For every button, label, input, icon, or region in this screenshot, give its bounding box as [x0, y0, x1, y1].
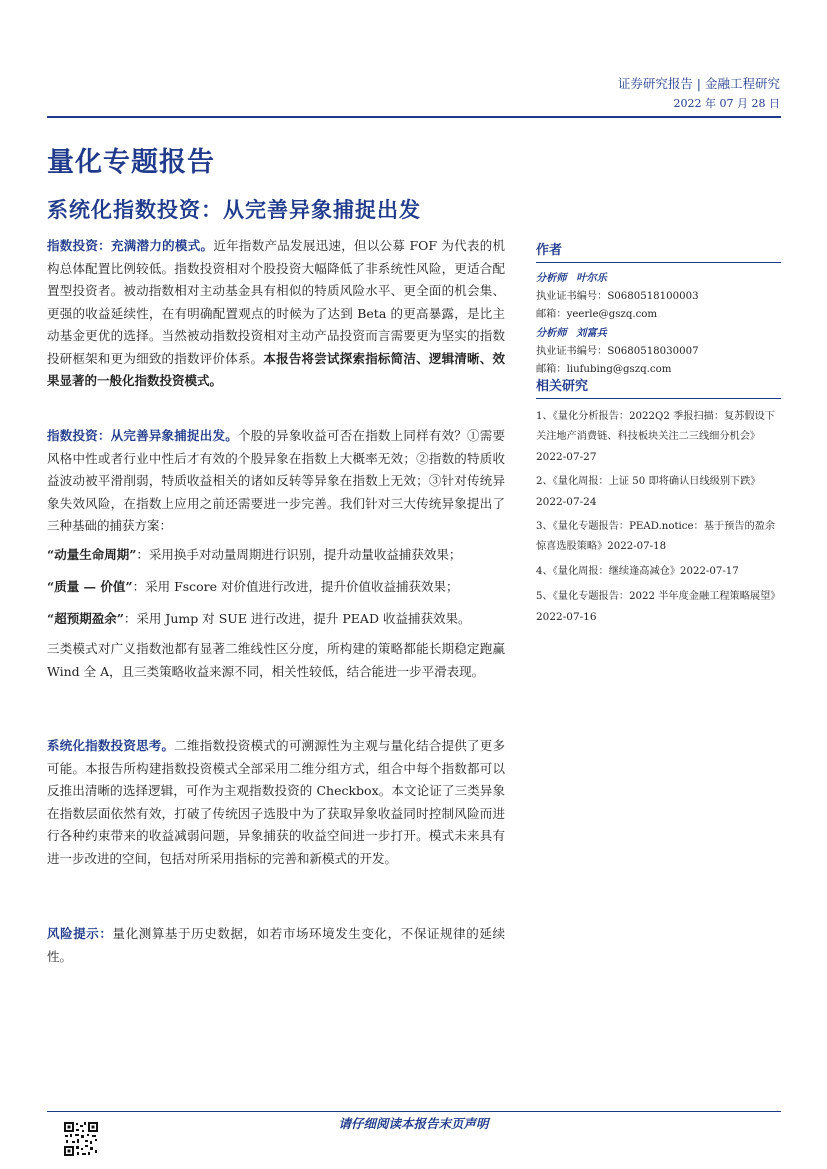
- author-role: 分析师: [536, 327, 567, 339]
- section-body: 个股的异象收益可否在指数上同样有效？①需要风格中性或者行业中性后才有效的个股异象在指数上大概率无效；②指数的特质收益波动被平滑削弱，特质收益相关的诸如反转等异象在指数上无效；③针对传统异象失效风险，在指数上应用之前还需要进一步完善。我们针对三大传统异象提出了三种基础的捕获方案：: [47, 428, 505, 533]
- section-lead: 系统化指数投资思考。: [47, 738, 175, 753]
- bullet-earnings-surprise: [47, 608, 505, 631]
- related-item[interactable]: 2、《量化周报：上证 50 即将确认日线级别下跌》 2022-07-24: [536, 476, 761, 508]
- author-entry: [536, 271, 781, 322]
- section-anomaly-capture: [47, 425, 505, 538]
- author-entry: [536, 326, 781, 377]
- footer-divider: [47, 1111, 781, 1112]
- author-name: 刘富兵: [576, 327, 607, 339]
- author-name: 叶尔乐: [576, 272, 607, 284]
- bullet-name: “超预期盈余”: [47, 611, 124, 626]
- author-email[interactable]: liufubing@gszq.com: [566, 364, 672, 375]
- section-lead: 指数投资：从完善异象捕捉出发。: [47, 428, 238, 443]
- footer-disclaimer: 请仔细阅读本报告末页声明: [338, 1116, 489, 1131]
- qr-code-icon: [63, 1121, 99, 1157]
- related-item[interactable]: 4、《量化周报：继续逢高减仓》2022-07-17: [536, 566, 739, 577]
- bullet-name: “动量生命周期”: [47, 547, 137, 562]
- report-type: 证券研究报告 | 金融工程研究: [617, 76, 780, 91]
- bullet-text: ：采用换手对动量周期进行识别，提升动量收益捕获效果；: [136, 547, 462, 562]
- cert-label: 执业证书编号：: [536, 291, 608, 302]
- section-tail: 本报告将尝试探索指标简洁、逻辑清晰、效果显著的一般化指数投资模式。: [47, 350, 505, 388]
- related-item[interactable]: 1、《量化分析报告：2022Q2 季报扫描：复苏假设下关注地产消费链、科技板块关注二三线细分机会》 2022-07-27: [536, 411, 775, 463]
- section-body: 量化测算基于历史数据，如若市场环境发生变化，不保证规律的延续性。: [47, 926, 505, 964]
- bullet-name: “质量 — 价值”: [47, 579, 133, 594]
- authors-panel: [536, 239, 781, 377]
- related-item[interactable]: 3、《量化专题报告：PEAD.notice：基于预告的盈余惊喜选股策略》2022-07-18: [536, 521, 776, 552]
- bullet-momentum: [47, 544, 505, 567]
- section-systematic-thinking: [47, 735, 505, 870]
- related-divider: [536, 398, 781, 399]
- related-heading: 相关研究: [536, 379, 589, 394]
- section-lead: 风险提示：: [47, 926, 113, 941]
- header-divider: [47, 116, 781, 118]
- section-body: 二维指数投资模式的可溯源性为主观与量化结合提供了更多可能。本报告所构建指数投资模式全部采用二维分组方式，组合中每个指数都可以反推出清晰的选择逻辑，可作为主观指数投资的 Checkbox。本文论证了三类异象在指数层面依然有效，打破了传统因子选股中为了获取异象收益同时控制风险而进行各种约束带来的收益减弱问题，异象捕获的收益空间进一步打开。模式未来具有进一步改进的空间，包括对所采用指标的完善和新模式的开发。: [47, 738, 505, 866]
- bullet-text: ：采用 Fscore 对价值进行改进，提升价值收益捕获效果；: [132, 579, 459, 594]
- bullet-quality-value: [47, 576, 505, 599]
- section-lead: 指数投资：充满潜力的模式。: [47, 238, 214, 253]
- bullet-text: ：采用 Jump 对 SUE 进行改进，提升 PEAD 收益捕获效果。: [123, 611, 471, 626]
- email-label: 邮箱：: [536, 309, 567, 320]
- related-research-panel: [536, 375, 781, 627]
- section-index-potential: [47, 235, 505, 393]
- authors-divider: [536, 262, 781, 263]
- authors-heading: 作者: [536, 243, 563, 258]
- related-item[interactable]: 5、《量化专题报告：2022 半年度金融工程策略展望》 2022-07-16: [536, 591, 781, 623]
- section-body: 近年指数产品发展迅速，但以公募 FOF 为代表的机构总体配置比例较低。指数投资相对个股投资大幅降低了非系统性风险，更适合配置型投资者。被动指数相对主动基金具有相似的特质风险水平、更全面的机会集、更强的收益延续性，在有明确配置观点的时候为了达到 Beta 的更高暴露，是比主动基金更优的选择。当然被动指数投资相对主动产品投资而言需要更为坚实的指数投研框架和更为细致的指数评价体系。: [47, 238, 505, 366]
- section-risk-warning: [47, 923, 505, 968]
- report-date: 2022 年 07 月 28 日: [673, 97, 780, 110]
- report-subtitle: 系统化指数投资：从完善异象捕捉出发: [47, 197, 421, 222]
- cert-number: S0680518030007: [607, 346, 699, 357]
- cert-number: S0680518100003: [607, 291, 699, 302]
- page-title: 量化专题报告: [47, 147, 215, 178]
- author-email[interactable]: yeerle@gszq.com: [566, 309, 658, 320]
- author-role: 分析师: [536, 272, 567, 284]
- email-label: 邮箱：: [536, 364, 567, 375]
- section-three-modes-summary: 三类模式对广义指数池都有显著二维线性区分度，所构建的策略都能长期稳定跑赢 Wind 全 A，且三类策略收益来源不同，相关性较低，结合能进一步平滑表现。: [47, 641, 505, 679]
- cert-label: 执业证书编号：: [536, 346, 608, 357]
